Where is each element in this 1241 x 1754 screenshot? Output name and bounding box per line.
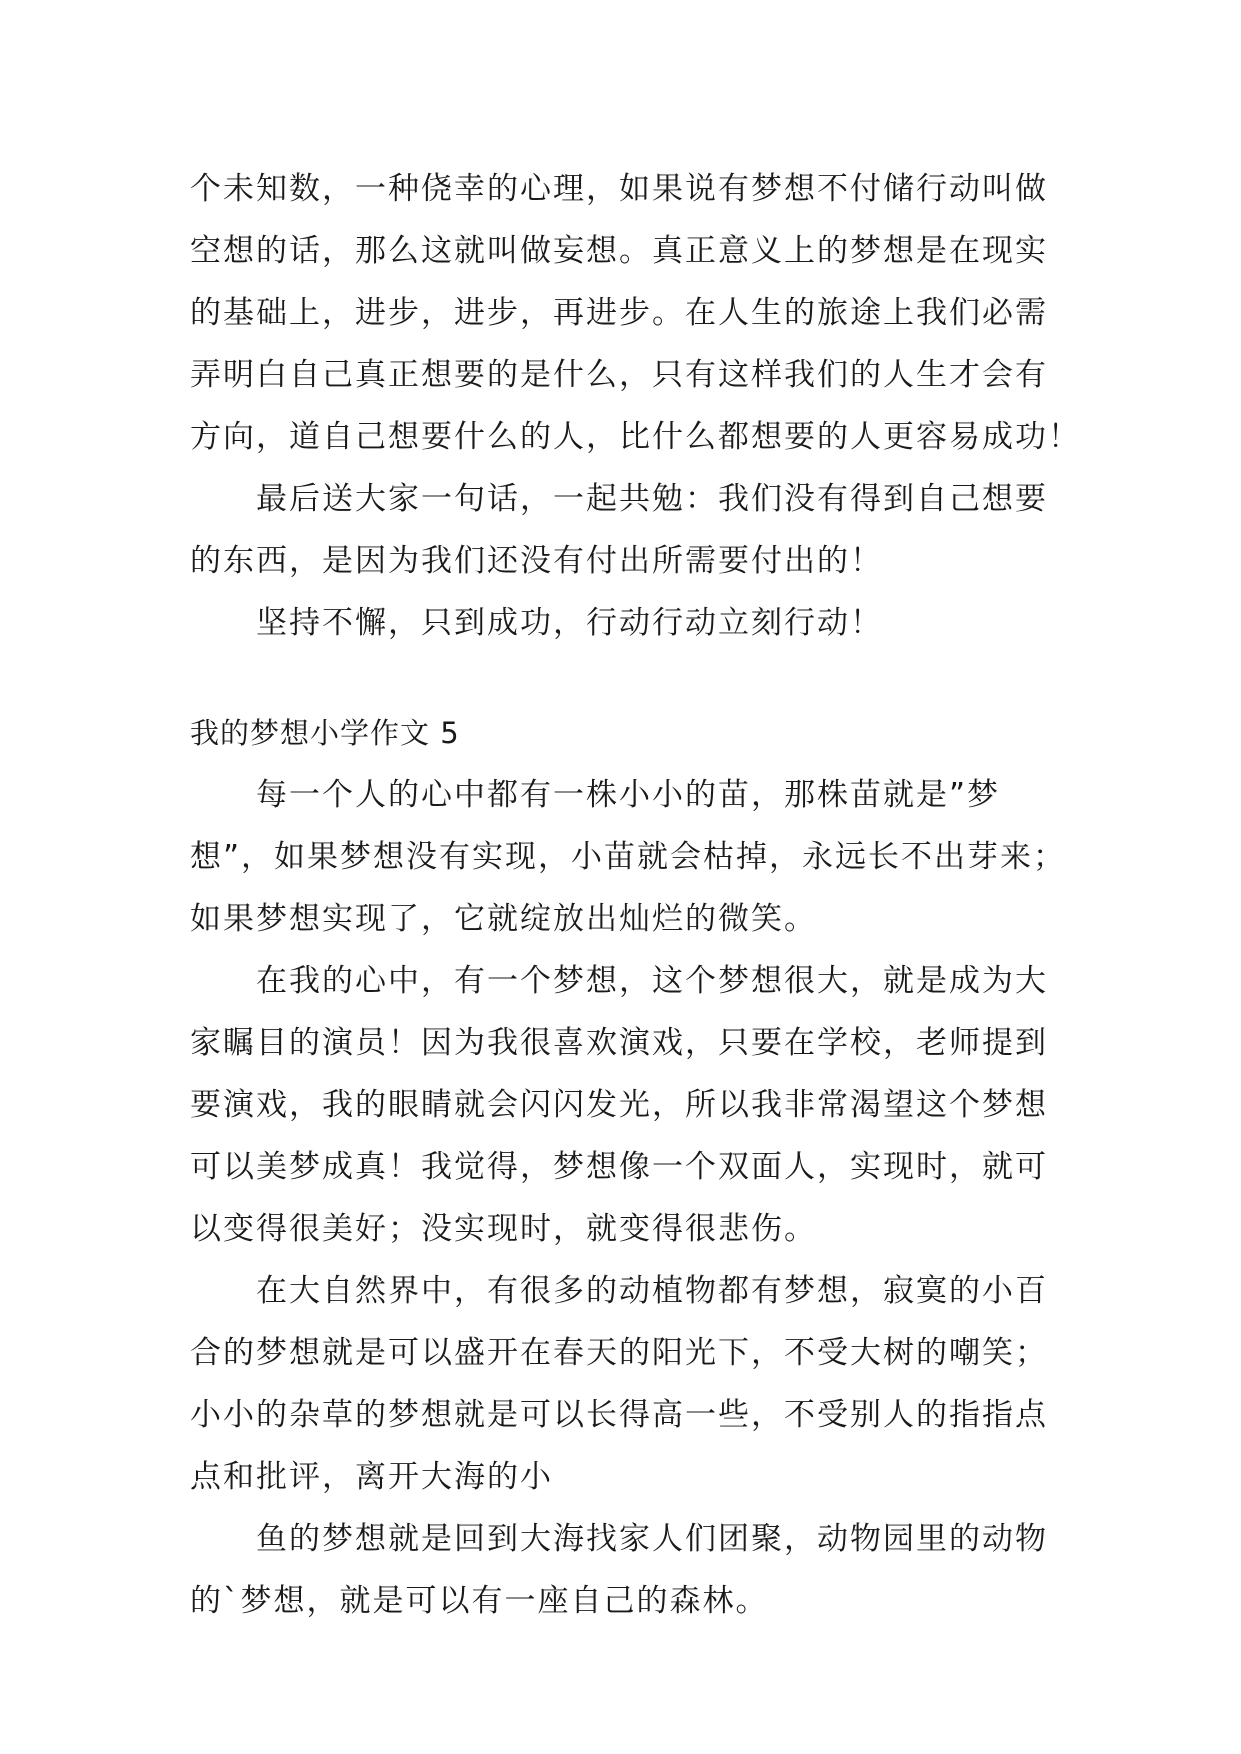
text-line: 以变得很美好；没实现时，就变得很悲伤。 bbox=[190, 1211, 817, 1247]
text-line: 每一个人的心中都有一株小小的苗，那株苗就是”梦 bbox=[256, 777, 1001, 813]
section-spacer bbox=[190, 654, 1060, 702]
text-line: 坚持不懈，只到成功，行动行动立刻行动！ bbox=[256, 605, 883, 641]
paragraph-4 bbox=[190, 1508, 1060, 1632]
text-line: 个未知数，一种侥幸的心理，如果说有梦想不付储行动叫做 bbox=[190, 171, 1048, 207]
text-line: 在我的心中，有一个梦想，这个梦想很大，就是成为大 bbox=[256, 963, 1048, 999]
text-line: 的`梦想，就是可以有一座自己的森林。 bbox=[190, 1583, 769, 1619]
text-line: 最后送大家一句话，一起共勉：我们没有得到自己想要 bbox=[256, 481, 1048, 517]
document-body bbox=[190, 158, 1081, 1632]
paragraph-3 bbox=[190, 1260, 1060, 1508]
paragraph-1 bbox=[190, 764, 1067, 950]
paragraph-continuation bbox=[190, 158, 1081, 468]
text-line: 在大自然界中，有很多的动植物都有梦想，寂寞的小百 bbox=[256, 1273, 1048, 1309]
text-line: 要演戏，我的眼睛就会闪闪发光，所以我非常渴望这个梦想 bbox=[190, 1087, 1048, 1123]
paragraph-persist bbox=[190, 592, 1060, 654]
text-line: 合的梦想就是可以盛开在春天的阳光下，不受大树的嘲笑； bbox=[190, 1335, 1048, 1371]
text-line: 方向，道自己想要什么的人，比什么都想要的人更容易成功！ bbox=[190, 419, 1081, 455]
text-line: 可以美梦成真！我觉得，梦想像一个双面人，实现时，就可 bbox=[190, 1149, 1048, 1185]
paragraph-closing-words bbox=[190, 468, 1060, 592]
text-line: 家瞩目的演员！因为我很喜欢演戏，只要在学校，老师提到 bbox=[190, 1025, 1048, 1061]
text-line: 小小的杂草的梦想就是可以长得高一些，不受别人的指指点 bbox=[190, 1397, 1048, 1433]
text-line: 的基础上，进步，进步，再进步。在人生的旅途上我们必需 bbox=[190, 295, 1048, 331]
text-line: 弄明白自己真正想要的是什么，只有这样我们的人生才会有 bbox=[190, 357, 1048, 393]
section-title: 我的梦想小学作文 5 bbox=[190, 716, 460, 750]
text-line: 空想的话，那么这就叫做妄想。真正意义上的梦想是在现实 bbox=[190, 233, 1048, 269]
text-line: 鱼的梦想就是回到大海找家人们团聚，动物园里的动物 bbox=[256, 1521, 1048, 1557]
text-line: 想”，如果梦想没有实现，小苗就会枯掉，永远长不出芽来； bbox=[190, 839, 1067, 875]
text-line: 如果梦想实现了，它就绽放出灿烂的微笑。 bbox=[190, 901, 817, 937]
text-line: 点和批评，离开大海的小 bbox=[190, 1459, 553, 1495]
text-line: 的东西，是因为我们还没有付出所需要付出的！ bbox=[190, 543, 883, 579]
paragraph-2 bbox=[190, 950, 1060, 1260]
